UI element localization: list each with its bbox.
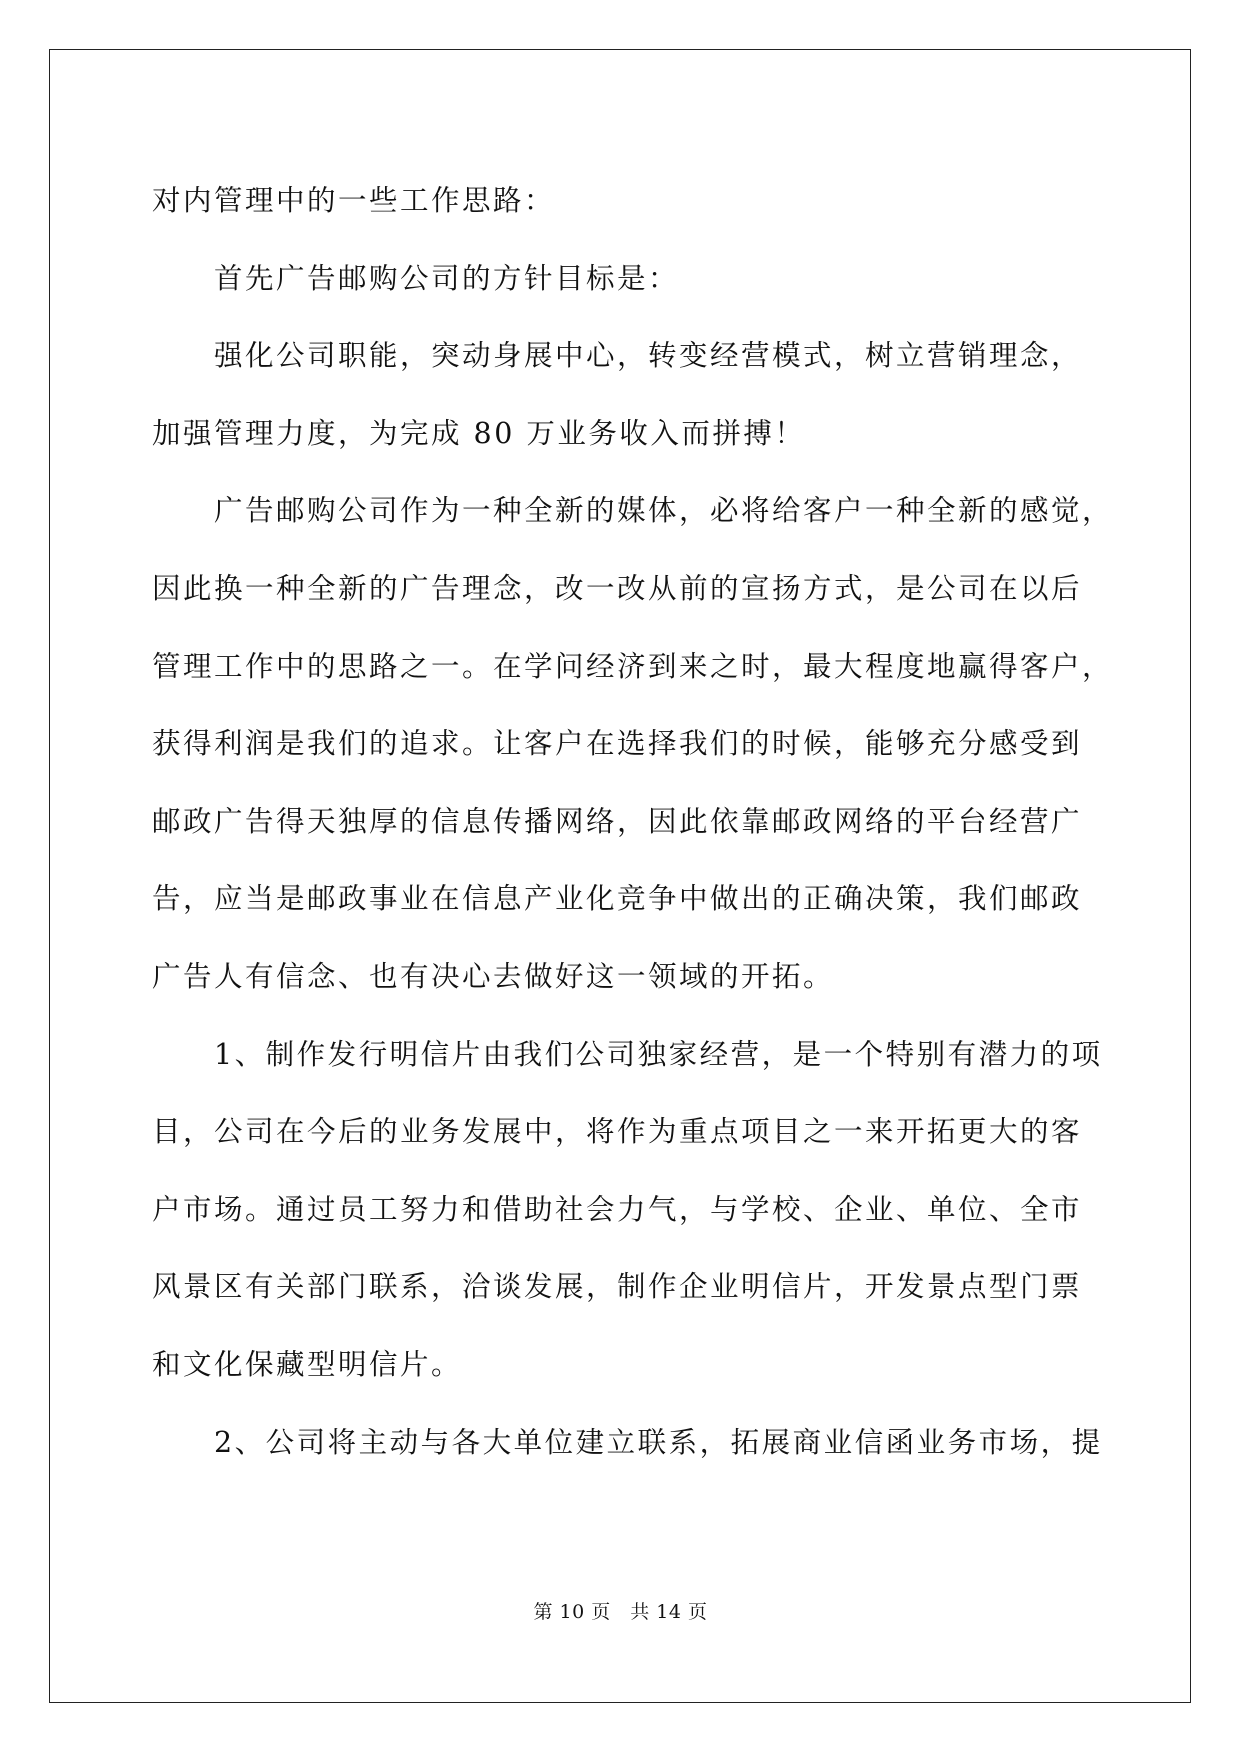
text-line: 告，应当是邮政事业在信息产业化竞争中做出的正确决策，我们邮政: [152, 882, 1083, 916]
text-line: 加强管理力度，为完成 80 万业务收入而拼搏！: [152, 416, 806, 450]
text-line: 1、制作发行明信片由我们公司独家经营，是一个特别有潜力的项: [152, 1037, 1103, 1071]
text-line: 和文化保藏型明信片。: [152, 1347, 463, 1381]
text-line: 管理工作中的思路之一。在学问经济到来之时，最大程度地赢得客户，: [152, 649, 1114, 683]
page-number-footer: 第 10 页 共 14 页: [533, 1601, 708, 1623]
text-line: 获得利润是我们的追求。让客户在选择我们的时候，能够充分感受到: [152, 727, 1083, 761]
text-line: 目，公司在今后的业务发展中，将作为重点项目之一来开拓更大的客: [152, 1115, 1083, 1149]
text-line: 对内管理中的一些工作思路：: [152, 184, 556, 217]
document-body: [152, 162, 1114, 1481]
text-line: 风景区有关部门联系，洽谈发展，制作企业明信片，开发景点型门票: [152, 1270, 1083, 1304]
text-line: 因此换一种全新的广告理念，改一改从前的宣扬方式，是公司在以后: [152, 571, 1083, 605]
text-line: 户市场。通过员工努力和借助社会力气，与学校、企业、单位、全市: [152, 1192, 1083, 1226]
text-line: 2、公司将主动与各大单位建立联系，拓展商业信函业务市场，提: [152, 1425, 1103, 1459]
text-line: 邮政广告得天独厚的信息传播网络，因此依靠邮政网络的平台经营广: [152, 804, 1083, 838]
text-line: 首先广告邮购公司的方针目标是：: [152, 261, 680, 295]
text-line: 强化公司职能，突动身展中心，转变经营模式，树立营销理念，: [152, 339, 1083, 373]
text-line: 广告人有信念、也有决心去做好这一领域的开拓。: [152, 959, 835, 993]
text-line: 广告邮购公司作为一种全新的媒体，必将给客户一种全新的感觉，: [152, 494, 1114, 528]
